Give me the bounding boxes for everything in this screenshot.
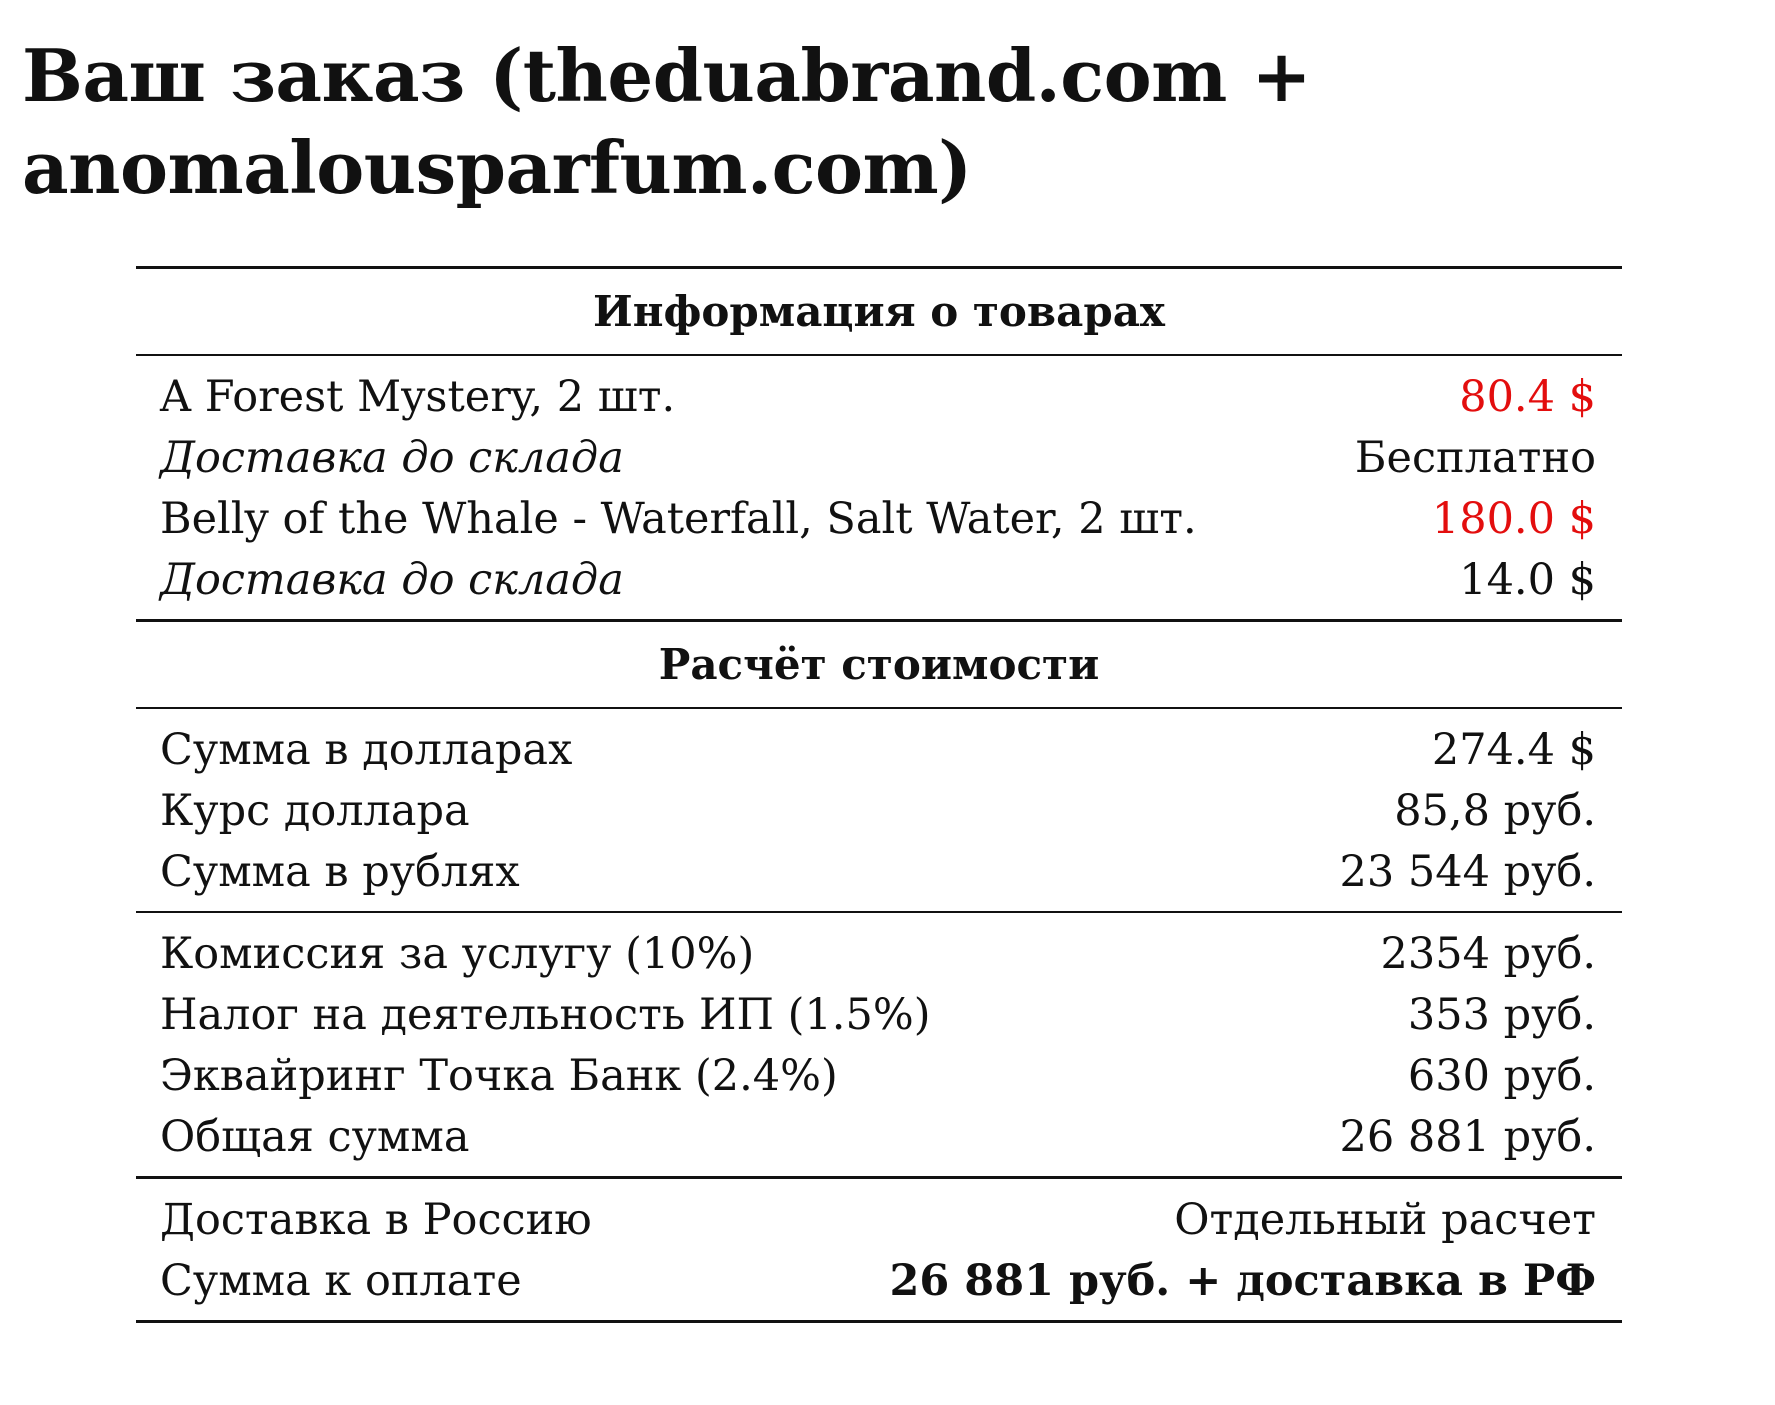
products-list [136, 356, 1622, 619]
acquiring-row [136, 1046, 1622, 1107]
tax-row [136, 985, 1622, 1046]
subtotal-label: Общая сумма [160, 1112, 470, 1162]
product-price: 180.0 $ [1431, 494, 1596, 544]
service-fee-row [136, 924, 1622, 985]
conversion-list [136, 709, 1622, 911]
total-due-value: 26 881 руб. + доставка в РФ [889, 1256, 1596, 1306]
product-name: A Forest Mystery, 2 шт. [160, 372, 676, 422]
product-row [136, 367, 1622, 428]
warehouse-delivery-value: Бесплатно [1354, 433, 1596, 483]
table-bottom-rule [136, 1320, 1622, 1323]
sum-rub-label: Сумма в рублях [160, 847, 520, 897]
sum-usd-label: Сумма в долларах [160, 725, 573, 775]
acquiring-label: Эквайринг Точка Банк (2.4%) [160, 1051, 838, 1101]
acquiring-value: 630 руб. [1407, 1051, 1596, 1101]
subtotal-row [136, 1107, 1622, 1168]
russia-delivery-value: Отдельный расчет [1174, 1195, 1596, 1245]
product-name: Belly of the Whale - Waterfall, Salt Water, 2 шт. [160, 494, 1197, 544]
page-title-line-2: anomalousparfum.com) [22, 125, 972, 210]
order-table [136, 266, 1622, 1323]
total-due-label: Сумма к оплате [160, 1256, 522, 1306]
subtotal-value: 26 881 руб. [1339, 1112, 1596, 1162]
tax-label: Налог на деятельность ИП (1.5%) [160, 990, 931, 1040]
page-title [22, 30, 1722, 214]
cost-section-header: Расчёт стоимости [658, 640, 1100, 689]
exchange-rate-label: Курс доллара [160, 786, 470, 836]
final-list [136, 1179, 1622, 1320]
sum-rub-value: 23 544 руб. [1339, 847, 1596, 897]
sum-usd-value: 274.4 $ [1431, 725, 1596, 775]
exchange-rate-value: 85,8 руб. [1394, 786, 1596, 836]
warehouse-delivery-row [136, 428, 1622, 489]
page-title-line-1: Ваш заказ (theduabrand.com + [22, 33, 1312, 118]
tax-value: 353 руб. [1407, 990, 1596, 1040]
warehouse-delivery-row [136, 550, 1622, 611]
warehouse-delivery-label: Доставка до склада [160, 433, 624, 483]
sum-rub-row [136, 842, 1622, 903]
sum-usd-row [136, 720, 1622, 781]
warehouse-delivery-label: Доставка до склада [160, 555, 624, 605]
fees-list [136, 913, 1622, 1176]
products-section-header: Информация о товарах [593, 287, 1165, 336]
exchange-rate-row [136, 781, 1622, 842]
total-due-row [136, 1251, 1622, 1312]
warehouse-delivery-value: 14.0 $ [1459, 555, 1596, 605]
service-fee-label: Комиссия за услугу (10%) [160, 929, 755, 979]
service-fee-value: 2354 руб. [1380, 929, 1596, 979]
product-price: 80.4 $ [1459, 372, 1596, 422]
product-row [136, 489, 1622, 550]
russia-delivery-row [136, 1190, 1622, 1251]
russia-delivery-label: Доставка в Россию [160, 1195, 592, 1245]
